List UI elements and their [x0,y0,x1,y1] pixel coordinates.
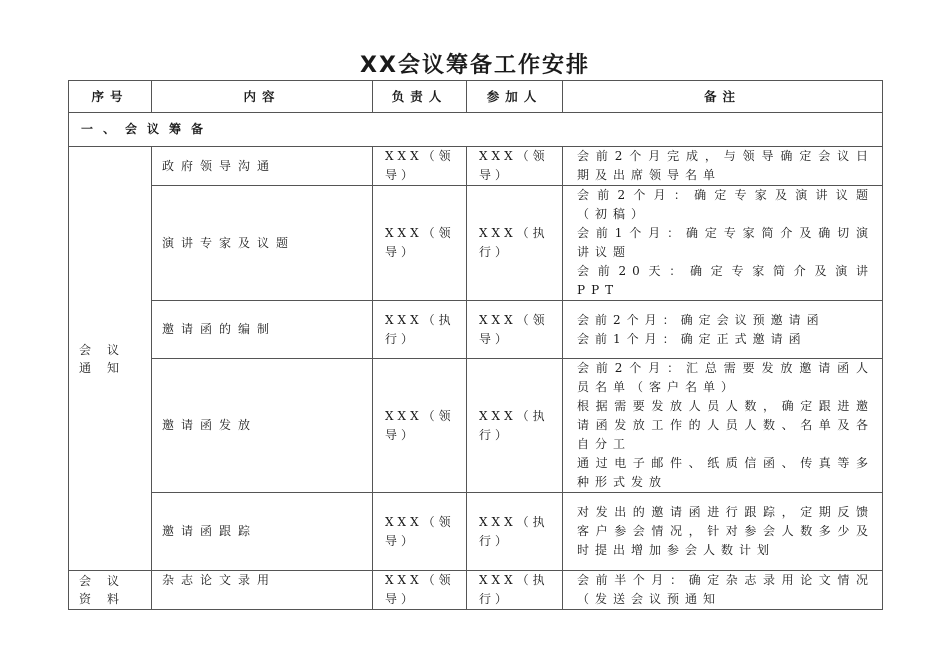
page-title: XX会议筹备工作安排 [360,53,590,78]
table-row [69,186,883,301]
header-participant: 参加人 [467,81,563,113]
header-seq: 序号 [69,81,152,113]
table-row [69,571,883,610]
remark-line: 对发出的邀请函进行跟踪，定期反馈客户参会情况，针对参会人数多少及时提出增加参会人数计划 [577,505,874,557]
remark-line: 通过电子邮件、纸质信函、传真等多种形式发放 [577,456,874,489]
content-cell: 政府领导沟通 [152,147,373,186]
remark-cell [563,571,883,610]
table-header-row [69,81,883,113]
owner-cell: XXX（执行） [373,301,467,359]
remark-line: 会前2个月：确定会议预邀请函 [577,312,825,327]
remark-line: 会前半个月：确定杂志录用论文情况（发送会议预通知 [577,573,874,606]
owner-cell: XXX（领导） [373,147,467,186]
participant-cell: XXX（领导） [467,301,563,359]
remark-line: 根据需要发放人员人数，确定跟进邀请函发放工作的人员人数、名单及各自分工 [577,399,874,451]
owner-cell: XXX（领导） [373,186,467,301]
content-cell: 邀请函的编制 [152,301,373,359]
content-cell: 邀请函跟踪 [152,493,373,571]
section-title: 一、会议筹备 [69,113,883,147]
remark-cell [563,147,883,186]
remark-cell [563,359,883,493]
table-row [69,493,883,571]
remark-cell [563,493,883,571]
remark-line: 会前20天：确定专家简介及演讲PPT [577,264,874,297]
header-content: 内容 [152,81,373,113]
section-row [69,113,883,147]
participant-cell: XXX（领导） [467,147,563,186]
remark-line: 会前2个月：汇总需要发放邀请函人员名单（客户名单） [577,361,874,394]
remark-cell [563,186,883,301]
participant-cell: XXX（执行） [467,571,563,610]
category-cell: 会议资料 [69,571,152,610]
header-remark: 备注 [563,81,883,113]
remark-cell [563,301,883,359]
participant-cell: XXX（执行） [467,186,563,301]
content-cell: 邀请函发放 [152,359,373,493]
remark-line: 会前1个月：确定正式邀请函 [577,331,807,346]
remark-line: 会前2个月完成，与领导确定会议日期及出席领导名单 [577,149,874,182]
content-cell: 杂志论文录用 [152,571,373,610]
remark-line: 会前1个月：确定专家简介及确切演讲议题 [577,226,874,259]
table-row [69,147,883,186]
owner-cell: XXX（领导） [373,359,467,493]
owner-cell: XXX（领导） [373,493,467,571]
table-row [69,359,883,493]
table-row [69,301,883,359]
remark-line: 会前2个月：确定专家及演讲议题（初稿） [577,188,874,221]
participant-cell: XXX（执行） [467,359,563,493]
header-owner: 负责人 [373,81,467,113]
content-cell: 演讲专家及议题 [152,186,373,301]
owner-cell: XXX（领导） [373,571,467,610]
category-cell: 会议通知 [69,147,152,571]
schedule-table [68,80,883,610]
participant-cell: XXX（执行） [467,493,563,571]
